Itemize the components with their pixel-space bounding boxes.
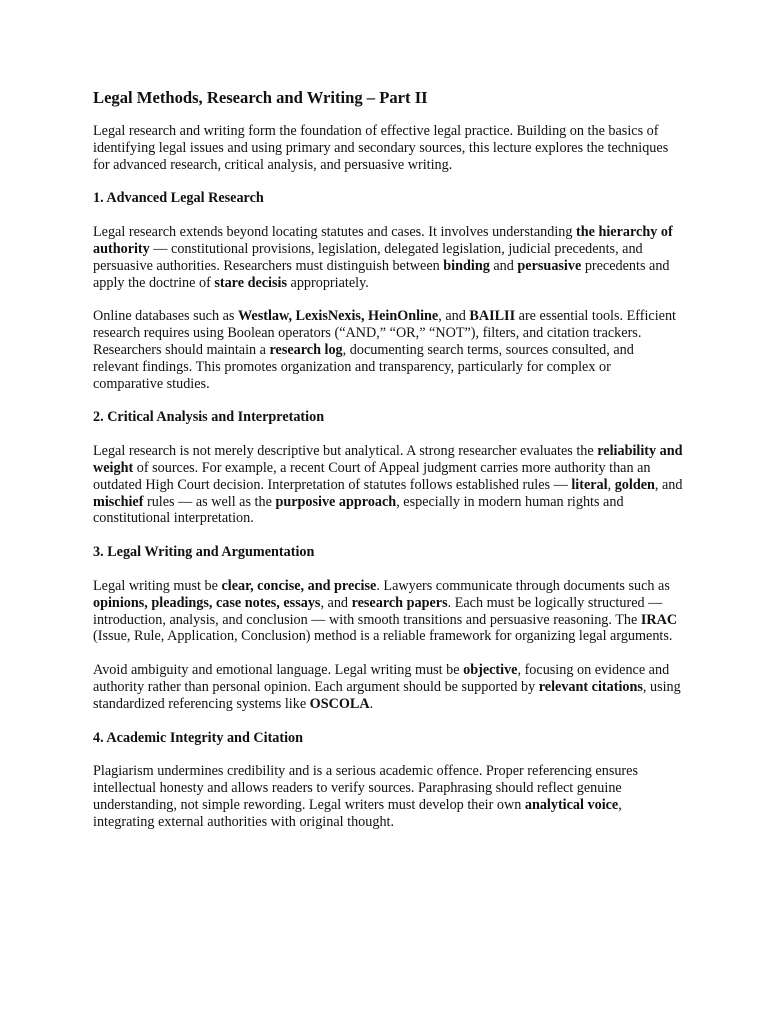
section-paragraph: Plagiarism undermines credibility and is a serious academic offence. Proper referencing ensures intellectual honesty and allows readers to verify sources. Paraphrasing should reflect genuine understanding, not simple rewording. Legal writers must develop their own analytical voice, integrating external authorities with original thought. bbox=[93, 763, 638, 830]
section-paragraph: Legal writing must be clear, concise, and precise. Lawyers communicate through documents such as opinions, pleadings, case notes, essays, and research papers. Each must be logically structured — introduction, analysis, and conclusion — with smooth transitions and persuasive reasoning. The IRAC (Issue, Rule, Application, Conclusion) method is a reliable framework for organizing legal arguments. bbox=[93, 577, 678, 645]
section-paragraph: Legal research is not merely descriptive but analytical. A strong researcher evaluates the reliability and weight of sources. For example, a recent Court of Appeal judgment carries more authority than an outdated High Court decision. Interpretation of statutes follows established rules — literal, golden, and mischief rules — as well as the purposive approach, especially in modern human rights and constitutional interpretation. bbox=[93, 443, 683, 527]
section-paragraph: Legal research extends beyond locating statutes and cases. It involves understanding the hierarchy of authority — constitutional provisions, legislation, delegated legislation, judicial precedents, and persuasive authorities. Researchers must distinguish between binding and persuasive precedents and apply the doctrine of stare decisis appropriately. bbox=[93, 224, 673, 291]
section-heading: 4. Academic Integrity and Citation bbox=[93, 729, 304, 746]
section-paragraph: Online databases such as Westlaw, LexisNexis, HeinOnline, and BAILII are essential tools. Efficient research requires using Boolean operators (“AND,” “OR,” “NOT”), filters, and citation trackers. Researchers should maintain a research log, documenting search terms, sources consulted, and relevant findings. This promotes organization and transparency, particularly for complex or comparative studies. bbox=[93, 308, 676, 392]
document-page bbox=[93, 88, 683, 848]
intro-paragraph: Legal research and writing form the foundation of effective legal practice. Building on the basics of identifying legal issues and using primary and secondary sources, this lecture explores the techniques for advanced research, critical analysis, and persuasive writing. bbox=[93, 123, 669, 173]
section-paragraph: Avoid ambiguity and emotional language. Legal writing must be objective, focusing on evidence and authority rather than personal opinion. Each argument should be supported by relevant citations, using standardized referencing systems like OSCOLA. bbox=[93, 662, 681, 712]
document-title: Legal Methods, Research and Writing – Part II bbox=[93, 88, 428, 107]
section-heading: 1. Advanced Legal Research bbox=[93, 190, 264, 207]
section-heading: 2. Critical Analysis and Interpretation bbox=[93, 409, 325, 426]
section-heading: 3. Legal Writing and Argumentation bbox=[93, 544, 315, 561]
